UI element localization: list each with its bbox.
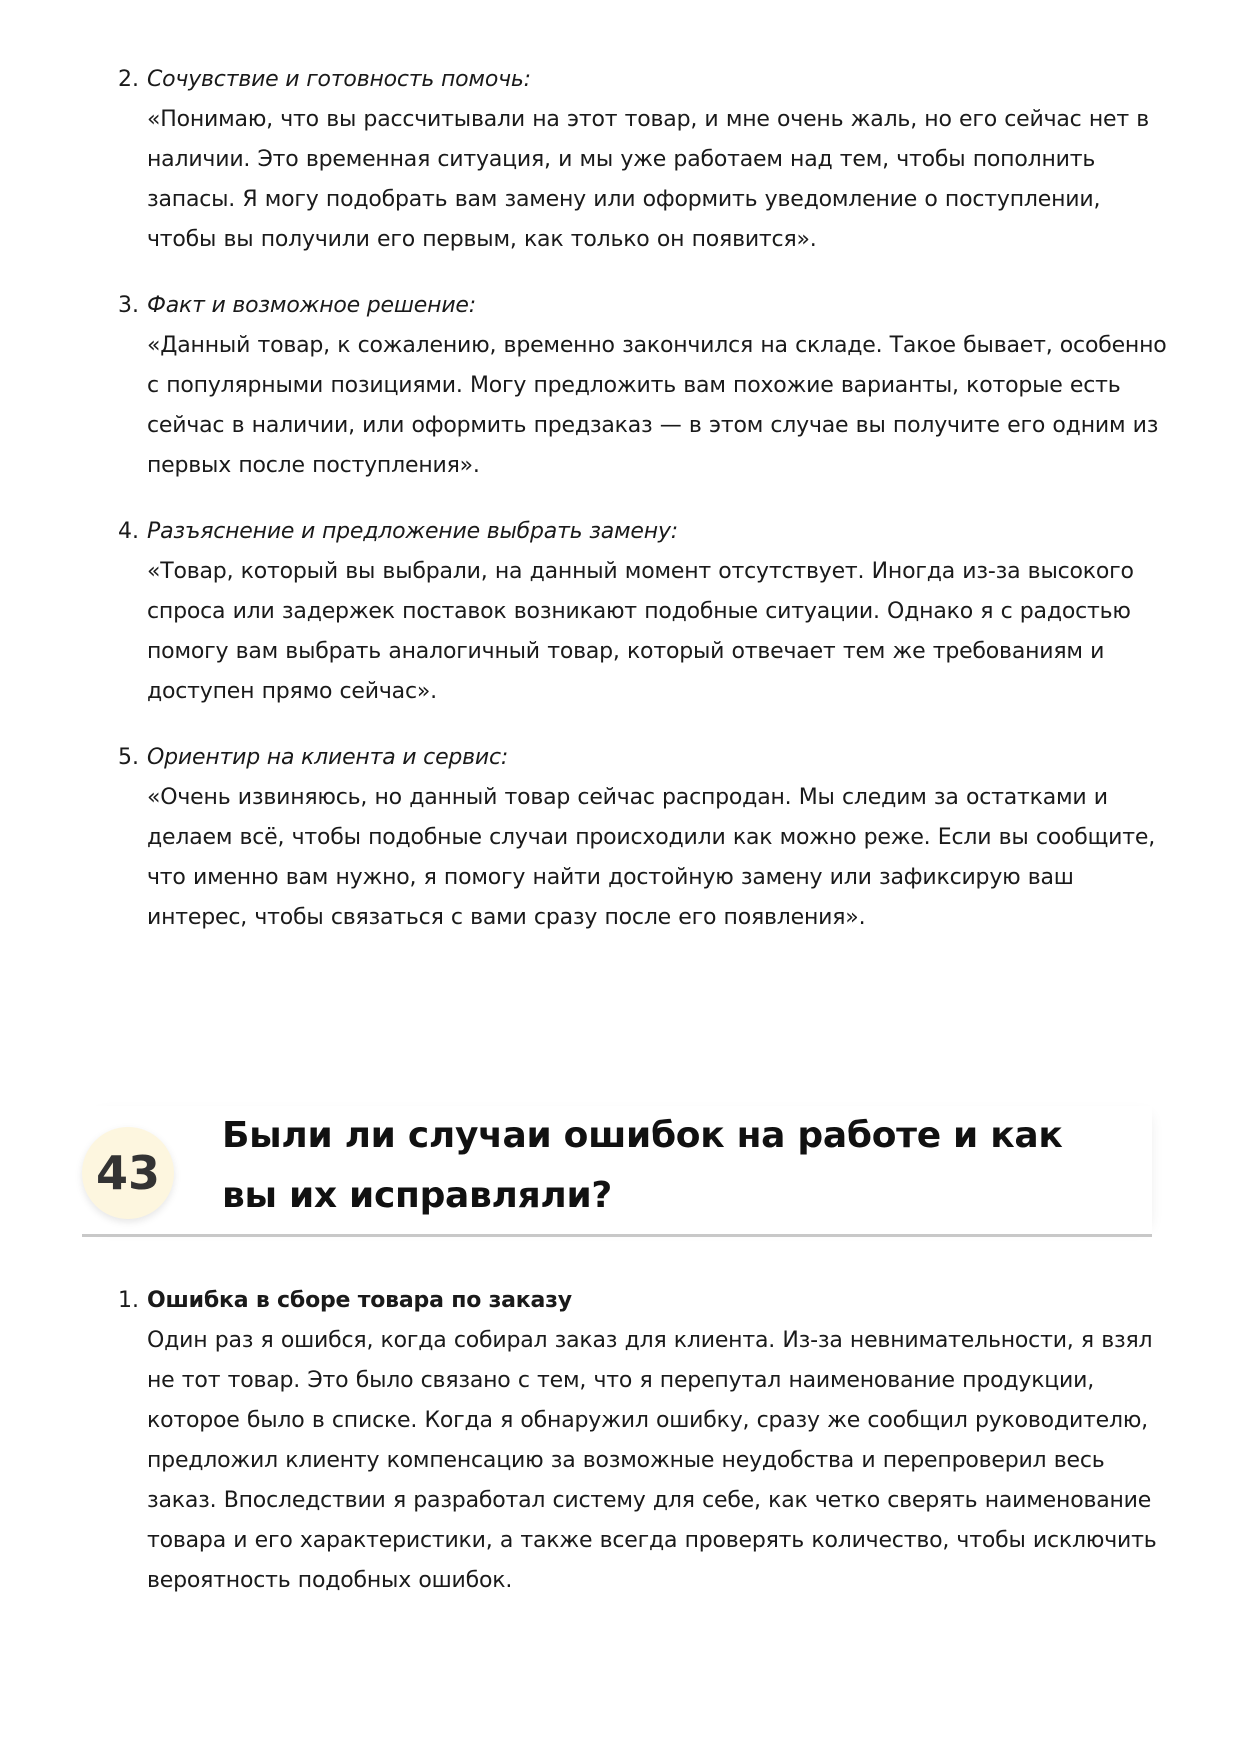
answer-item: [118, 60, 1170, 260]
answers-list: [118, 1281, 1170, 1627]
answer-item: [118, 1281, 1170, 1601]
answer-text: «Данный товар, к сожалению, временно закончился на складе. Такое бывает, особенно с популярными позициями. Могу предложить вам похожие варианты, которые есть сейчас в наличии, или оформить предзаказ — в этом случае вы получите его одним из первых после поступления».: [147, 333, 1167, 478]
answer-number: 3.: [118, 293, 139, 318]
previous-answers-list: [118, 60, 1170, 964]
answer-title: Разъяснение и предложение выбрать замену:: [147, 519, 678, 544]
answer-text: Один раз я ошибся, когда собирал заказ для клиента. Из-за невнимательности, я взял не тот товар. Это было связано с тем, что я перепутал наименование продукции, которое было в списке. Когда я обнаружил ошибку, сразу же сообщил руководителю, предложил клиенту компенсацию за возможные неудобства и перепроверил весь заказ. Впоследствии я разработал систему для себе, как четко сверять наименование товара и его характеристики, а также всегда проверять количество, чтобы исключить вероятность подобных ошибок.: [147, 1328, 1157, 1593]
answer-item: [118, 512, 1170, 712]
answer-text: «Понимаю, что вы рассчитывали на этот товар, и мне очень жаль, но его сейчас нет в наличии. Это временная ситуация, и мы уже работаем над тем, чтобы пополнить запасы. Я могу подобрать вам замену или оформить уведомление о поступлении, чтобы вы получили его первым, как только он появится».: [147, 107, 1150, 252]
answer-number: 4.: [118, 519, 139, 544]
answer-number: 5.: [118, 745, 139, 770]
answer-text: «Очень извиняюсь, но данный товар сейчас распродан. Мы следим за остатками и делаем всё, чтобы подобные случаи происходили как можно реже. Если вы сообщите, что именно вам нужно, я помогу найти достойную замену или зафиксирую ваш интерес, чтобы связаться с вами сразу после его появления».: [147, 785, 1155, 930]
question-title: Были ли случаи ошибок на работе и как вы их исправляли?: [222, 1115, 1063, 1216]
question-number-badge: 43: [82, 1127, 174, 1219]
answer-title: Сочувствие и готовность помочь:: [147, 67, 531, 92]
answer-item: [118, 286, 1170, 486]
answer-title: Ошибка в сборе товара по заказу: [147, 1288, 572, 1313]
answer-item: [118, 738, 1170, 938]
question-header: [82, 1106, 1152, 1237]
answer-title: Ориентир на клиента и сервис:: [147, 745, 509, 770]
answer-title: Факт и возможное решение:: [147, 293, 476, 318]
answer-number: 1.: [118, 1288, 139, 1313]
answer-number: 2.: [118, 67, 139, 92]
answer-text: «Товар, который вы выбрали, на данный момент отсутствует. Иногда из-за высокого спроса или задержек поставок возникают подобные ситуации. Однако я с радостью помогу вам выбрать аналогичный товар, который отвечает тем же требованиям и доступен прямо сейчас».: [147, 559, 1134, 704]
